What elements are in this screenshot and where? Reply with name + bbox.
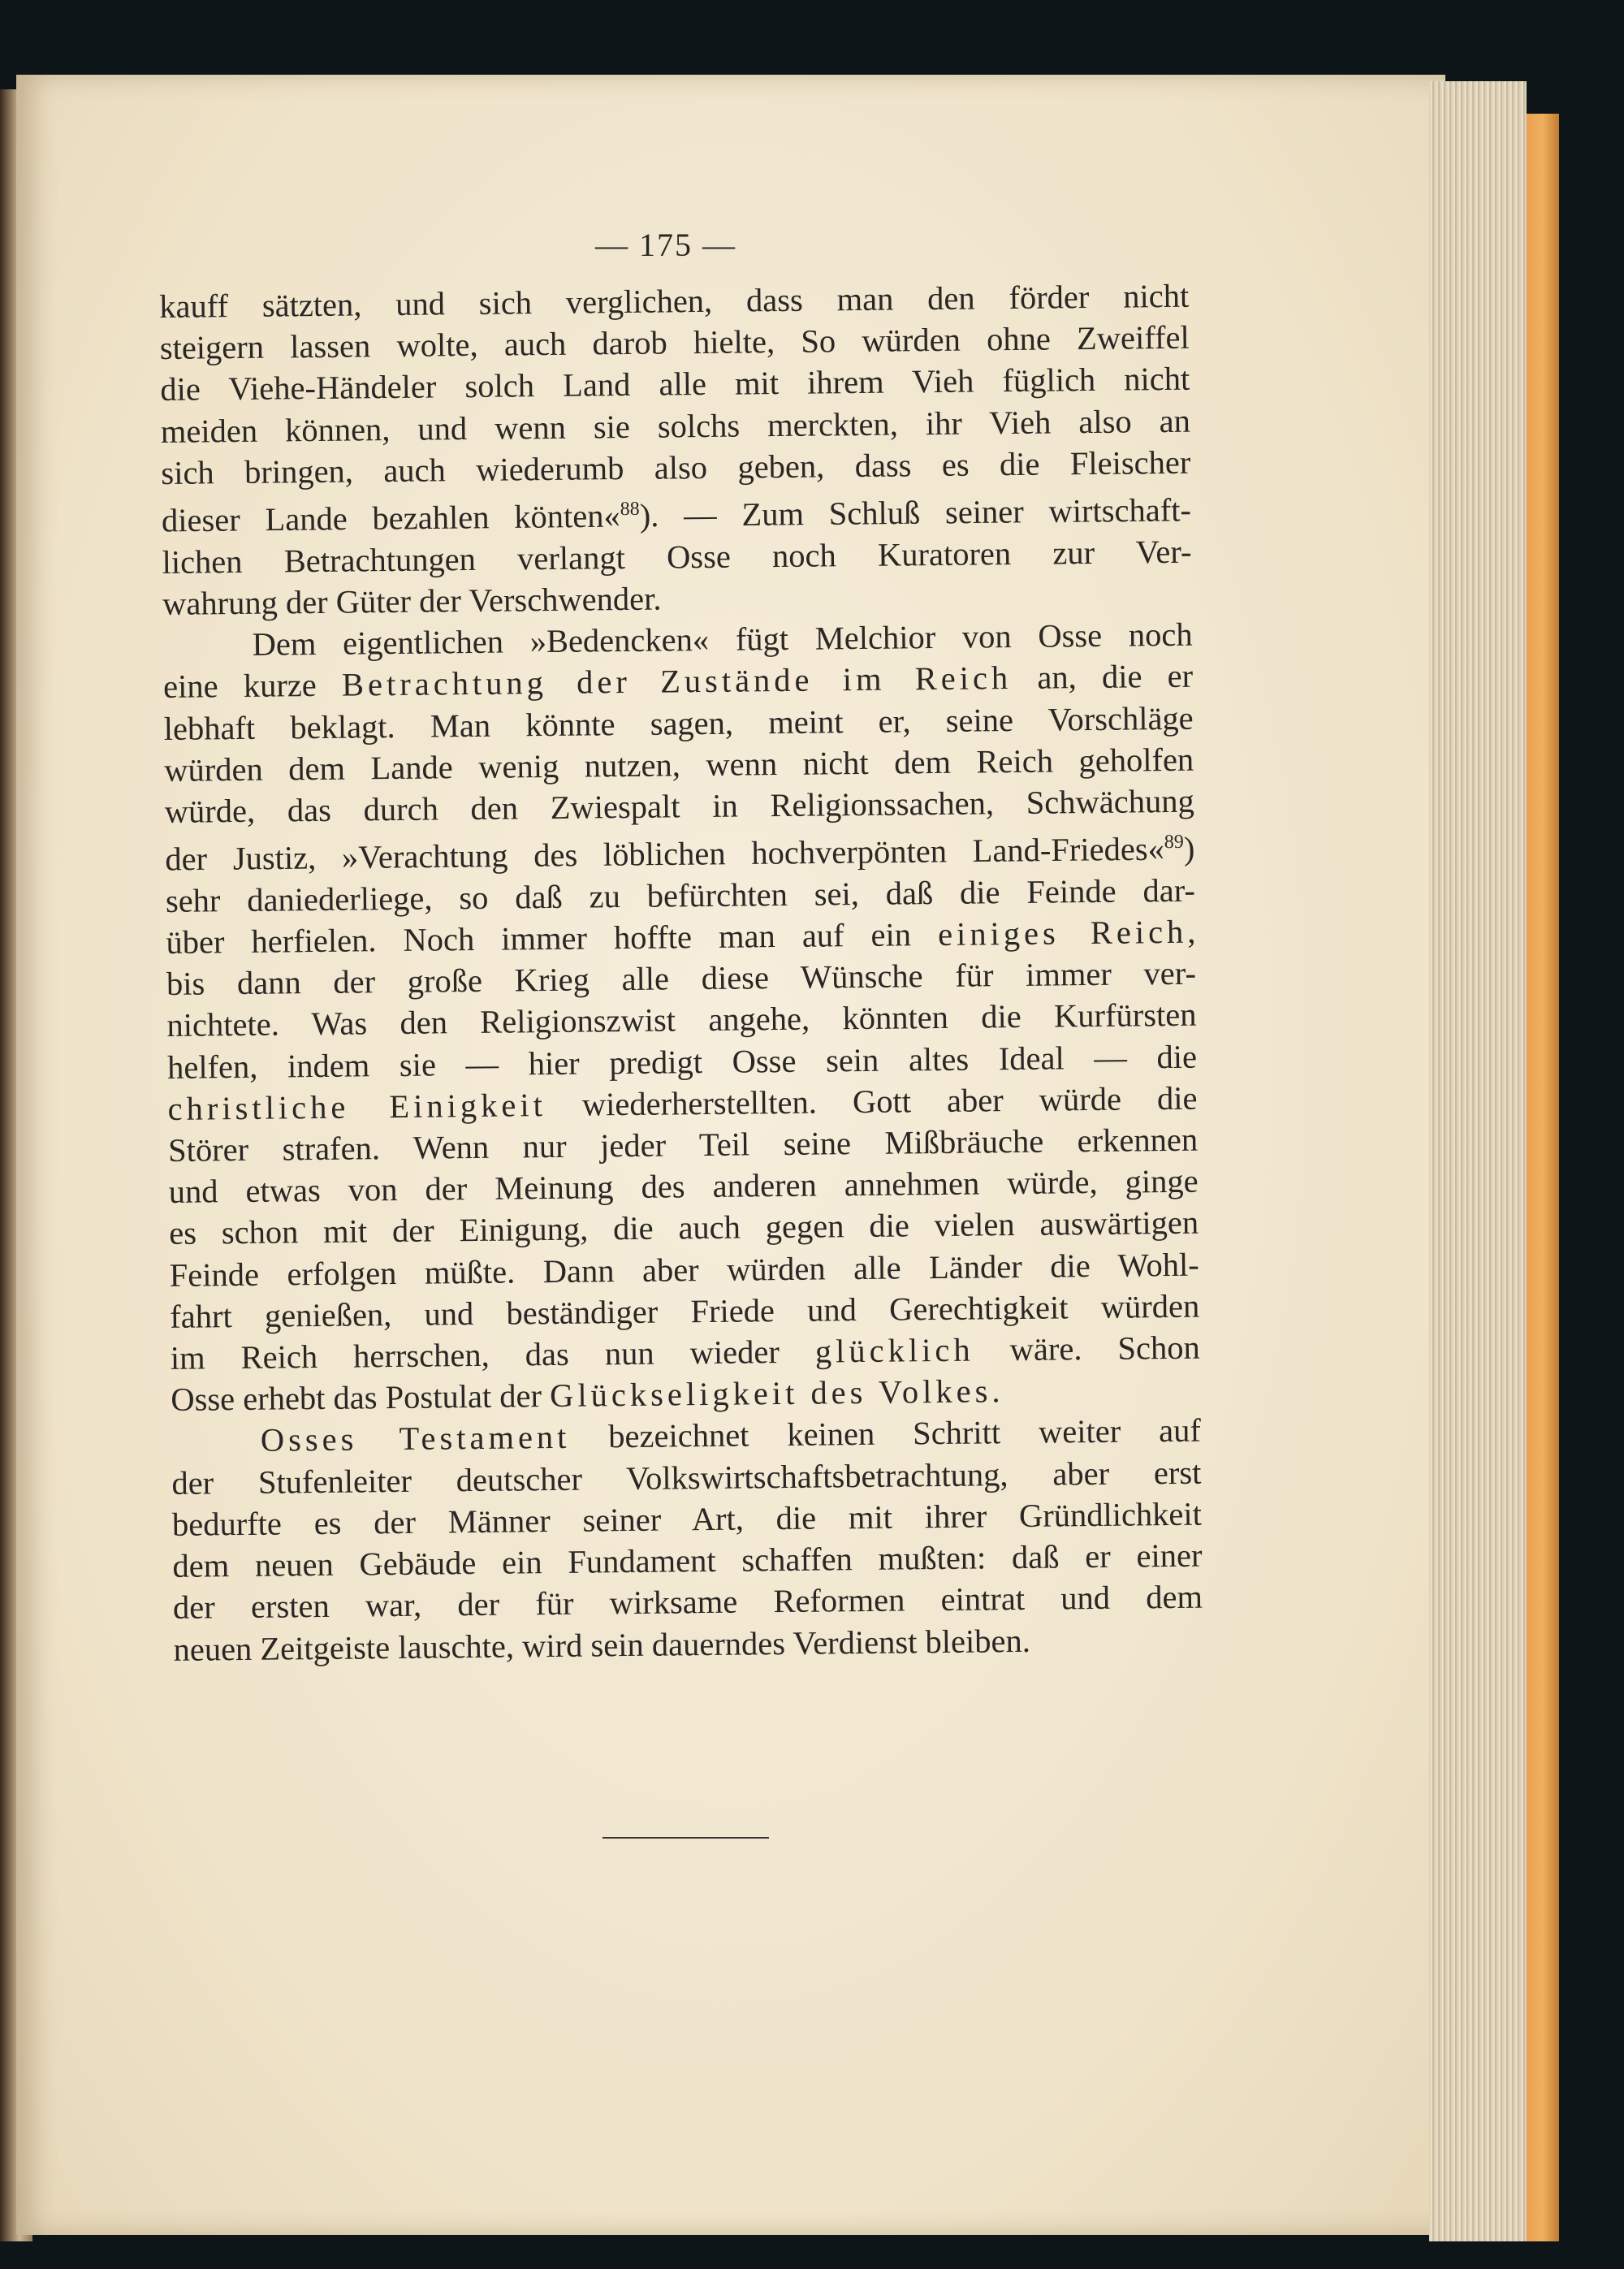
page-number: — 175 — (595, 227, 736, 263)
line-text: die Viehe-Händeler solch Land alle mit ihrem Vieh füglich nicht (160, 361, 1190, 408)
line-text-after: bezeichnet keinen Schritt weiter auf (570, 1412, 1202, 1456)
line-text: würden dem Lande wenig nutzen, wenn nicht dem Reich geholfen (164, 741, 1194, 789)
body-text (159, 275, 1203, 1670)
line-text: und etwas von der Meinung des anderen annehmen würde, ginge (168, 1162, 1199, 1211)
line-text: wahrung der Güter der Verschwender. (162, 580, 662, 622)
line-text: lebhaft beklagt. Man könnte sagen, meint er, seine Vorschläge (163, 699, 1194, 747)
line-text: sehr daniederliege, so daß zu befürchten sei, daß die Feinde dar- (165, 871, 1196, 919)
emphasized-text: einiges Reich (937, 913, 1188, 953)
line-text: über herfielen. Noch immer hoffte man auf ein (166, 916, 939, 962)
footnote-marker: 88 (620, 498, 640, 521)
line-text: eine kurze (162, 667, 343, 706)
emphasized-text: Osses Testament (260, 1419, 571, 1459)
line-text: sich bringen, auch wiederumb also geben, dass es die Fleischer (161, 443, 1191, 491)
line-text-after: , (1187, 913, 1196, 950)
page-block-edges (1429, 81, 1527, 2241)
line-text-after: ) (1183, 830, 1195, 867)
line-text: neuen Zeitgeiste lauschte, wird sein dauerndes Verdienst bleiben. (173, 1622, 1031, 1668)
line-text: Störer strafen. Wenn nur jeder Teil seine Mißbräuche erkennen (167, 1121, 1199, 1169)
footnote-marker: 89 (1164, 831, 1184, 854)
line-text: der Justiz, »Verachtung des löblichen hochverpönten Land-Friedes« (165, 830, 1165, 878)
line-text: der ersten war, der für wirksame Reformen eintrat und dem (172, 1578, 1203, 1627)
line-text-after: . (991, 1372, 1000, 1410)
line-text: der Stufenleiter deutscher Volkswirtschaftsbetrachtung, aber erst (171, 1454, 1202, 1502)
section-end-rule (603, 1837, 769, 1839)
emphasized-text: glücklich (814, 1331, 974, 1370)
line-text: fahrt genießen, und beständiger Friede und Gerechtigkeit würden (170, 1287, 1200, 1335)
line-text-after: wiederherstellten. Gott aber würde die (546, 1079, 1198, 1123)
line-text: lichen Betrachtungen verlangt Osse noch Kuratoren zur Ver- (162, 533, 1192, 581)
line-text: würde, das durch den Zwiespalt in Religionssachen, Schwächung (164, 782, 1194, 830)
line-text: dieser Lande bezahlen könten« (161, 497, 620, 539)
line-text: nichtete. Was den Religionszwist angehe, könnten die Kurfürsten (166, 996, 1197, 1044)
line-text-after: an, die er (1011, 658, 1194, 697)
line-text: bedurfte es der Männer seiner Art, die mit ihrer Gründlichkeit (171, 1495, 1203, 1543)
line-text-after: wäre. Schon (974, 1329, 1201, 1368)
line-text: Feinde erfolgen müßte. Dann aber würden alle Länder die Wohl- (169, 1246, 1199, 1294)
line-text-after: ). — Zum Schluß seiner wirtschaft- (639, 491, 1192, 534)
line-text: kauff sätzten, und sich verglichen, dass man den förder nicht (159, 277, 1190, 325)
line-text: im Reich herrschen, das nun wieder (170, 1333, 816, 1377)
emphasized-text: Glückseligkeit des Volkes (549, 1372, 992, 1415)
line-text: dem neuen Gebäude ein Fundament schaffen mußten: daß er einer (172, 1536, 1203, 1585)
line-text: helfen, indem sie — hier predigt Osse sein altes Ideal — die (166, 1038, 1198, 1086)
line-text: bis dann der große Krieg alle diese Wünsche für immer ver- (166, 954, 1197, 1003)
line-text: es schon mit der Einigung, die auch gegen die vielen auswärtigen (168, 1204, 1199, 1252)
line-text: steigern lassen wolte, auch darob hielte, So würden ohne Zweiffel (159, 318, 1190, 367)
emphasized-text: christliche Einigkeit (167, 1086, 547, 1127)
line-text: Dem eigentlichen »Bedencken« fügt Melchior von Osse noch (252, 616, 1193, 663)
book-cover-edge (1527, 114, 1559, 2241)
emphasized-text: Betrachtung der Zustände im Reich (341, 659, 1013, 703)
line-text: Osse erhebt das Postulat der (171, 1377, 551, 1419)
line-text: meiden können, und wenn sie solchs merckten, ihr Vieh also an (160, 402, 1191, 450)
